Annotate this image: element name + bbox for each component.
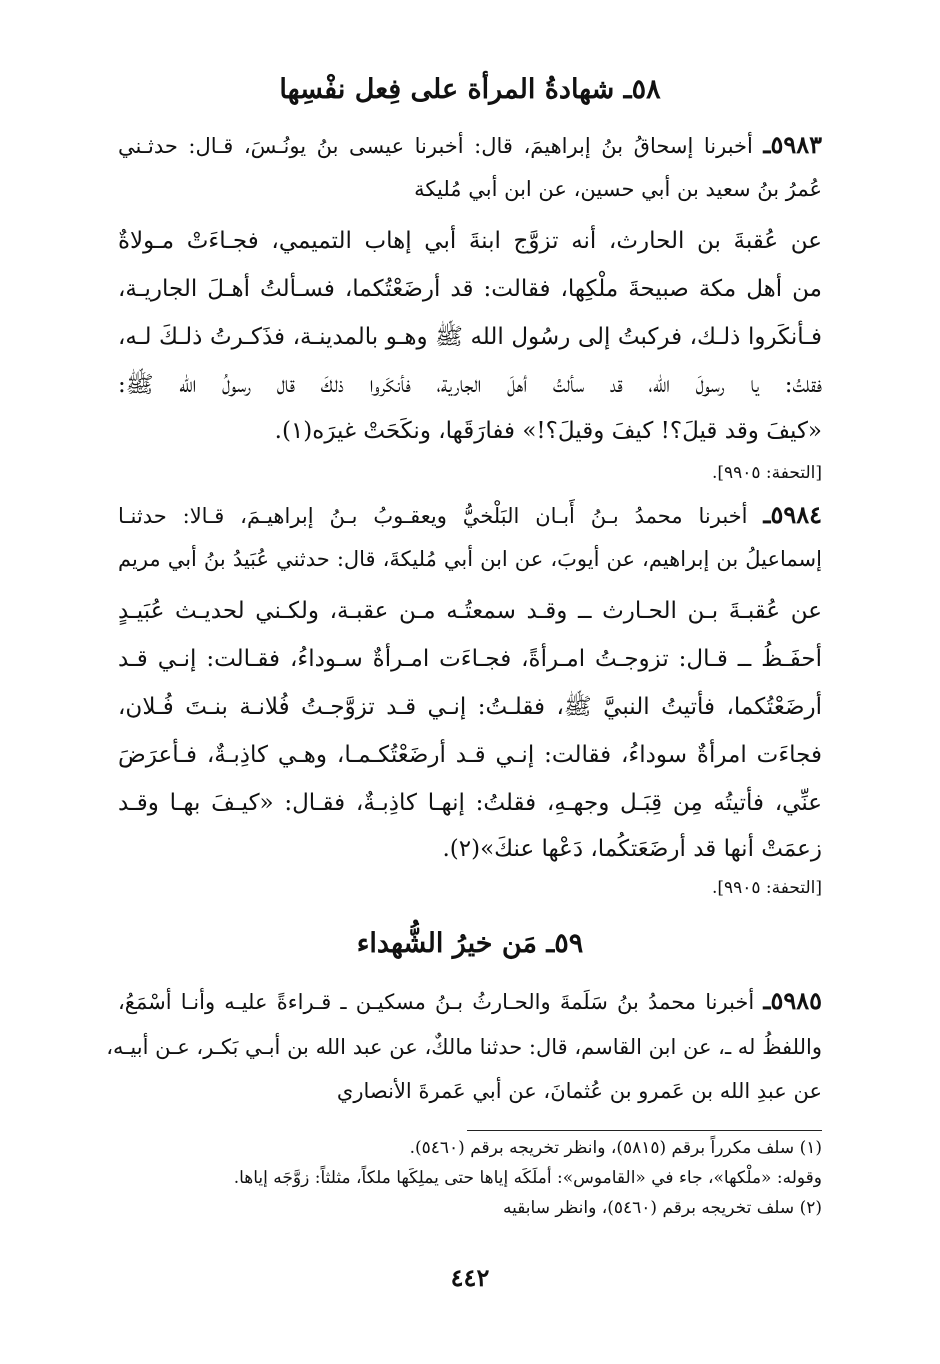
hadith-5984-line-5: أرضَعْتُكما، فأتيتُ النبيَّ ﷺ، فقلـتُ: إنـي قـد تزوَّجـتُ فُلانـة بنـتَ فُـلان،	[118, 694, 822, 720]
hadith-5983-line-2: عُمرُ بنُ سعيد بن أبي حسين، عن ابن أبي مُليكة	[414, 177, 822, 201]
chapter-59-title: مَن خيرُ الشُّهداء	[356, 928, 537, 959]
hadith-5984-text-1: أخبرنا محمدُ بـنُ أَبـان البَلْخيُّ ويعقـوبُ بـنُ إبراهيـمَ، قـالا: حدثنـا	[118, 504, 748, 528]
hadith-5985-line-2: واللفظُ له ـ، عن ابن القاسم، قال: حدثنا مالكٌ، عن عبد الله بن أبـي بَكـر، عـن أبيـه،	[106, 1035, 822, 1059]
hadith-5984-tuhfa-ref: [التحفة: ٩٩٠٥].	[711, 878, 822, 898]
hadith-5983-line-4: من أهل مكة صبيحةَ ملْكِها، فقالت: قد أرضَعْتُكما، فسـألتُ أهـلَ الجاريـة،	[118, 276, 822, 302]
hadith-5983-line-5: فـأنكَروا ذلـك، فركبتُ إلى رسُول الله ﷺ وهـو بالمدينـة، فذَكـرتُ ذلـكَ لـه،	[118, 324, 822, 350]
chapter-58-heading	[0, 70, 940, 110]
hadith-5984-line-6: فجاءَت امرأةٌ سوداءُ، فقالت: إنـي قـد أرضَعْتُكـمـا، وهـي كاذِبـةٌ، فـأعرَضَ	[118, 742, 822, 768]
hadith-5985-line-3: عن عبدِ الله بن عَمرو بن عُثمانَ، عن أبي عَمرةَ الأنصاري	[336, 1079, 822, 1103]
footnote-1-continuation: وقوله: «ملْكها»، جاء في «القاموس»: أملَكَه إياها حتى يملِكَها ملكاً، مثلثاً: زوَّجَه إياها.	[233, 1168, 822, 1188]
hadith-5984-line-1	[118, 496, 822, 535]
chapter-59-number: ٥٩ـ	[546, 928, 584, 959]
chapter-59-heading	[0, 924, 940, 964]
hadith-5983-line-7: «كيفَ وقد قيلَ؟! كيفَ وقيلَ؟!» ففارَقَها، ونكَحَتْ غيرَه(١).	[274, 418, 822, 444]
footnote-2: (٢) سلف تخريجه برقم (٥٤٦٠)، وانظر سابقيه	[502, 1198, 822, 1218]
hadith-5984-line-8: زعمَتْ أنها قد أرضَعَتكُما، دَعْها عنكَ»(٢).	[442, 836, 822, 862]
hadith-5984-line-7: عنِّي، فأتيتُه مِن قِبَـل وجهـهِ، فقلتُ: إنهـا كاذِبـةٌ، فقـال: «كيـفَ بهـا وقـد	[118, 790, 822, 816]
chapter-58-number: ٥٨ـ	[623, 74, 661, 105]
page-number: ٤٤٢	[450, 1263, 490, 1292]
hadith-5983-number: ٥٩٨٣ـ	[763, 130, 822, 159]
hadith-5983-line-3: عن عُقبةَ بن الحارث، أنه تزوَّج ابنةَ أبي إهاب التميمي، فجـاءَتْ مـولاةٌ	[118, 228, 822, 254]
hadith-5985-number: ٥٩٨٥ـ	[763, 986, 822, 1015]
footnote-1: (١) سلف مكرراً برقم (٥٨١٥)، وانظر تخريجه برقم (٥٤٦٠).	[409, 1138, 822, 1158]
hadith-5985-text-1: أخبرنا محمدُ بنُ سَلَمةَ والحـارثُ بـنُ مسكيـن ـ قـراءةً عليـه وأنـا أسْمَعُ،	[118, 990, 755, 1014]
hadith-5985-line-1	[118, 982, 822, 1021]
hadith-5984-number: ٥٩٨٤ـ	[763, 500, 822, 529]
footnote-separator	[467, 1130, 822, 1131]
chapter-58-title: شهادةُ المرأة على فِعل نفْسِها	[279, 74, 615, 105]
hadith-5984-line-2: إسماعيلُ بن إبراهيم، عن أيوبَ، عن ابن أبي مُليكةَ، قال: حدثني عُبَيدُ بنُ أبي مريم	[118, 547, 822, 571]
hadith-5984-line-3: عن عُقبـةَ بـن الحـارث ــ وقـد سمعتُـه مـن عقبـة، ولكـني لحديـث عُبَيـدٍ	[118, 598, 822, 624]
hadith-5984-line-4: أحفَـظُ ــ قـال: تزوجـتُ امـرأةً، فجـاءَت امـرأةٌ سـوداءُ، فقـالت: إنـي قـد	[118, 646, 822, 672]
hadith-5983-text-1: أخبرنا إسحاقُ بنُ إبراهيمَ، قال: أخبرنا عيسى بنُ يونُـسَ، قـال: حدثـني	[118, 134, 753, 158]
hadith-5983-line-6: فقلتُ: يا رسولَ الله، قد سألتُ أهلَ الجارية، فأنكَروا ذلكَ قال رسولُ الله ﷺ:	[118, 372, 822, 398]
hadith-5983-line-1	[118, 126, 822, 165]
hadith-5983-tuhfa-ref: [التحفة: ٩٩٠٥].	[711, 463, 822, 483]
